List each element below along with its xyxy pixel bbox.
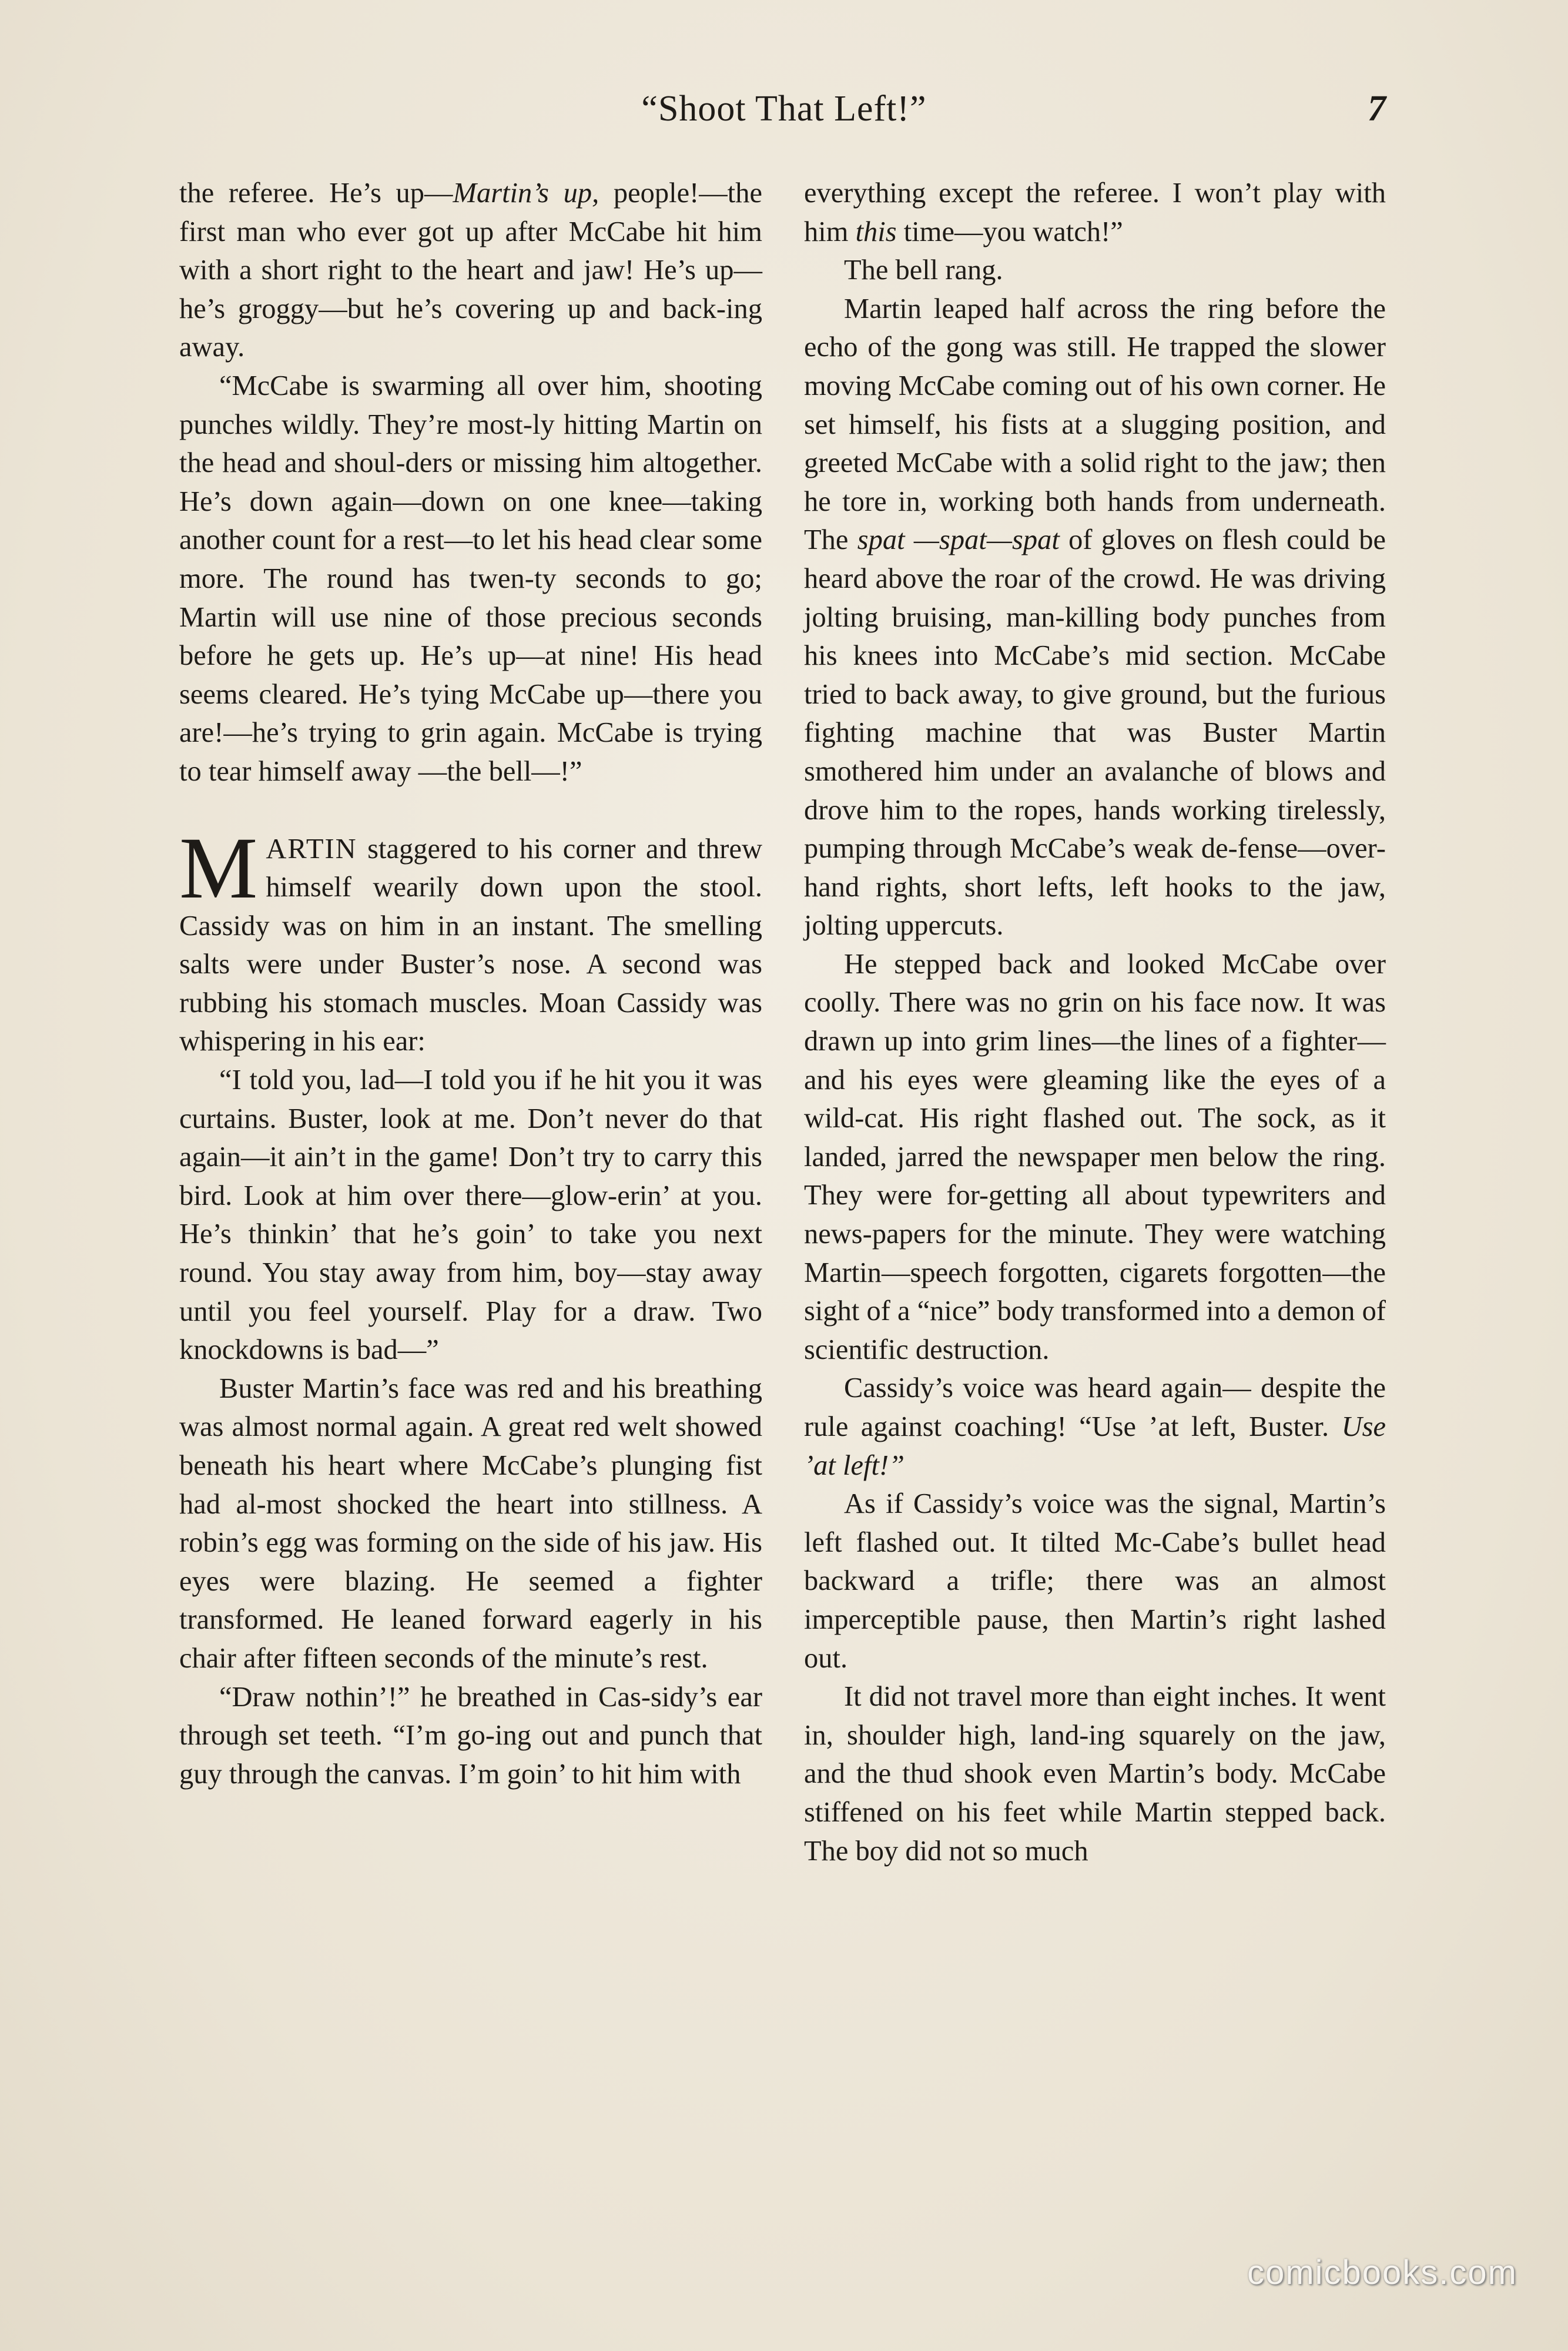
paragraph: As if Cassidy’s voice was the signal, Martin’s left flashed out. It tilted Mc-Cabe’s bullet head backward a trifle; there was an almost imperceptible pause, then Martin’s right lashed out.	[804, 1488, 1386, 1674]
paragraph: It did not travel more than eight inches. It went in, shoulder high, land-ing squarely on the jaw, and the thud shook even Martin’s body. McCabe stiffened on his feet while Martin stepped back. The boy did not so much	[804, 1681, 1386, 1867]
paragraph: The bell rang.	[844, 254, 1003, 286]
right-column	[804, 174, 1386, 2202]
paragraph-dropcap: MARTIN staggered to his corner and threw himself wearily down upon the stool. Cassidy was on him in an instant. The smelling salts were under Buster’s nose. A second was rubbing his stomach muscles. Moan Cassidy was whispering in his ear:	[179, 819, 762, 1057]
paragraph: “McCabe is swarming all over him, shooting punches wildly. They’re most-ly hitting Martin on the head and shoul-ders or missing him altogether. He’s down again—down on one knee—taking another count for a rest—to let his head clear some more. The round has twen-ty seconds to go; Martin will use nine of those precious seconds before he gets up. He’s up—at nine! His head seems cleared. He’s tying McCabe up—there you are!—he’s trying to grin again. McCabe is trying to tear himself away —the bell—!”	[179, 370, 762, 787]
site-watermark: comicbooks.com	[1247, 2253, 1517, 2292]
left-column	[179, 174, 762, 2202]
page-header	[0, 88, 1568, 153]
paragraph: He stepped back and looked McCabe over coolly. There was no grin on his face now. It was drawn up into grim lines—the lines of a fighter—and his eyes were gleaming like the eyes of a wild-cat. His right flashed out. The sock, as it landed, jarred the newspaper men below the ring. They were for-getting all about typewriters and news-papers for the minute. They were watching Martin—speech forgotten, cigarets forgotten—the sight of a “nice” body transformed into a demon of scientific destruction.	[804, 948, 1386, 1365]
paragraph: Buster Martin’s face was red and his breathing was almost normal again. A great red welt showed beneath his heart where McCabe’s plunging fist had al-most shocked the heart into stillness. A robin’s egg was forming on the side of his jaw. His eyes were blazing. He seemed a fighter transformed. He leaned forward eagerly in his chair after fifteen seconds of the minute’s rest.	[179, 1372, 762, 1674]
paragraph: the referee. He’s up—Martin’s up, people!—the first man who ever got up after McCabe hit him with a short right to the heart and jaw! He’s up—he’s groggy—but he’s covering up and back-ing away.	[179, 178, 762, 363]
paragraph: Martin leaped half across the ring before the echo of the gong was still. He trapped the slower moving McCabe coming out of his own corner. He set himself, his fists at a slugging position, and greeted McCabe with a solid right to the jaw; then he tore in, working both hands from underneath. The spat —spat—spat of gloves on flesh could be heard above the roar of the crowd. He was driving jolting bruising, man-killing body punches from his knees into McCabe’s mid section. McCabe tried to back away, to give ground, but the furious fighting machine that was Buster Martin smothered him under an avalanche of blows and drove him to the ropes, hands working tirelessly, pumping through McCabe’s weak de-fense—over-hand rights, short lefts, left hooks to the jaw, jolting uppercuts.	[804, 293, 1386, 942]
paragraph: “I told you, lad—I told you if he hit you it was curtains. Buster, look at me. Don’t never do that again—it ain’t in the game! Don’t try to carry this bird. Look at him over there—glow-erin’ at you. He’s thinkin’ that he’s goin’ to take you next round. You stay away from him, boy—stay away until you feel yourself. Play for a draw. Two knockdowns is bad—”	[179, 1064, 762, 1366]
running-title: “Shoot That Left!”	[641, 89, 927, 129]
page-number: 7	[1368, 89, 1386, 129]
paragraph: Cassidy’s voice was heard again— despite the rule against coaching! “Use ’at left, Buster. Use ’at left!”	[804, 1372, 1386, 1481]
paragraph: everything except the referee. I won’t play with him this time—you watch!”	[804, 178, 1386, 247]
drop-cap: M	[179, 819, 258, 917]
paragraph: “Draw nothin’!” he breathed in Cas-sidy’s ear through set teeth. “I’m go-ing out and punch that guy through the canvas. I’m goin’ to hit him with	[179, 1681, 762, 1790]
